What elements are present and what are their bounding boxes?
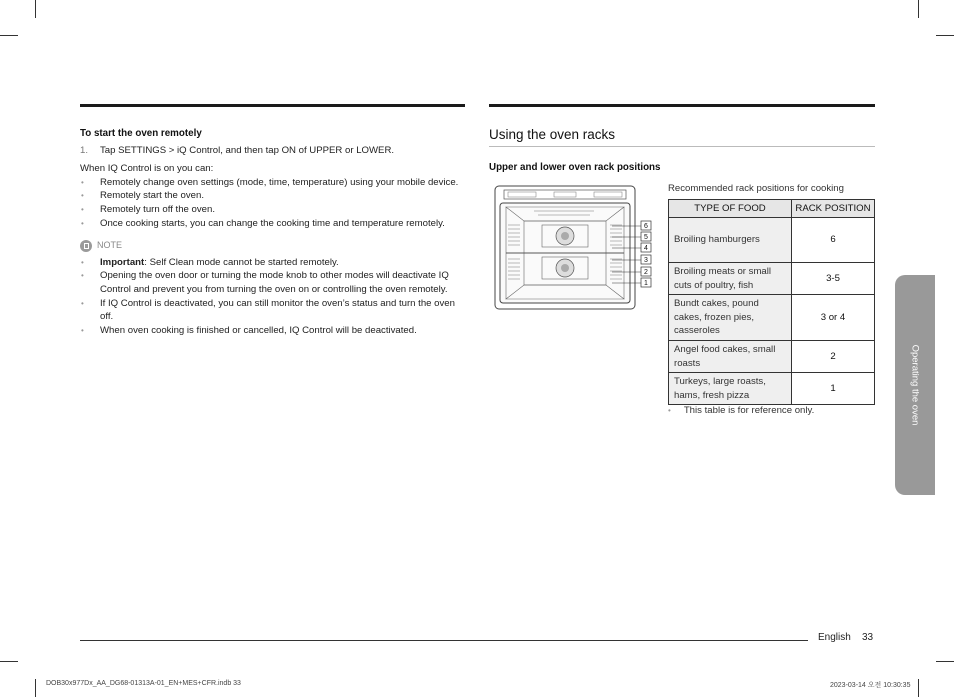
section-title: Using the oven racks [489, 127, 875, 147]
crop-mark [936, 661, 954, 662]
print-info-left: DOB30x977Dx_AA_DG68-01313A-01_EN+MES+CFR.indb 33 [46, 680, 241, 687]
position-cell: 2 [792, 340, 875, 372]
list-item: • Remotely change oven settings (mode, time, temperature) using your mobile device. [81, 176, 459, 188]
note-icon [80, 240, 92, 252]
chapter-side-tab [895, 275, 935, 495]
table-row [669, 340, 875, 372]
list-item: • Remotely turn off the oven. [81, 203, 216, 215]
position-cell: 3-5 [792, 263, 875, 295]
footer-language: English [818, 632, 851, 643]
right-column [489, 127, 875, 173]
rack-label: 2 [644, 269, 648, 276]
note-label: NOTE [97, 240, 123, 251]
left-column [80, 127, 468, 337]
important-text: : Self Clean mode cannot be started remotely. [144, 256, 339, 268]
list-item: • When oven cooking is finished or cancelled, IQ Control will be deactivated. [81, 324, 417, 336]
oven-rack-illustration [494, 185, 659, 310]
crop-mark [35, 679, 36, 697]
position-cell: 3 or 4 [792, 295, 875, 341]
list-item: • If IQ Control is deactivated, you can still monitor the oven’s status and turn the oven off. [81, 297, 455, 323]
bullet-text: Remotely turn off the oven. [100, 203, 216, 215]
crop-mark [35, 0, 36, 18]
step-number: 1. [80, 144, 89, 156]
rack-positions-table [668, 199, 875, 405]
rack-label: 6 [644, 223, 648, 230]
table-note-text: This table is for reference only. [683, 405, 815, 416]
table-row [669, 263, 875, 295]
list-item [80, 144, 468, 158]
print-info-right: 2023-03-14 오전 10:30:35 [830, 682, 911, 689]
list-item: • Once cooking starts, you can change the cooking time and temperature remotely. [81, 217, 445, 229]
rack-label: 5 [644, 234, 648, 241]
table-row [669, 218, 875, 263]
list-item: • Important: Self Clean mode cannot be started remotely. [81, 256, 339, 268]
food-cell: Angel food cakes, small roasts [669, 340, 792, 372]
important-label: Important [100, 256, 145, 268]
bullet-text: When oven cooking is finished or cancelled, IQ Control will be deactivated. [100, 324, 417, 336]
table-header-row [669, 200, 875, 218]
note-header [80, 239, 468, 253]
food-cell: Broiling hamburgers [669, 218, 792, 263]
intro-text: When IQ Control is on you can: [80, 163, 214, 175]
table-row [669, 373, 875, 405]
bullet-text: Opening the oven door or turning the mode knob to other modes will deactivate IQ Control and prevent you from turning the oven on or controlling the oven remotely. [100, 270, 449, 295]
table-row [669, 295, 875, 341]
bullet-text: Remotely change oven settings (mode, time, temperature) using your mobile device. [100, 176, 459, 188]
footer-rule [80, 640, 808, 641]
chapter-side-tab-label: Operating the oven [909, 344, 921, 426]
rack-positions-subheading: Upper and lower oven rack positions [489, 162, 661, 173]
bullet-text: Remotely start the oven. [100, 190, 204, 202]
crop-mark [0, 35, 18, 36]
steps-list [80, 144, 468, 158]
crop-mark [918, 679, 919, 697]
crop-mark [918, 0, 919, 18]
page-number: 33 [862, 632, 874, 643]
right-top-rule [489, 104, 875, 107]
table-header-food: TYPE OF FOOD [669, 200, 792, 218]
crop-mark [936, 35, 954, 36]
bullet-text: Once cooking starts, you can change the cooking time and temperature remotely. [100, 217, 445, 229]
food-cell: Turkeys, large roasts, hams, fresh pizza [669, 373, 792, 405]
rack-label: 4 [644, 245, 648, 252]
table-caption: Recommended rack positions for cooking [668, 183, 844, 194]
food-cell: Broiling meats or small cuts of poultry, fish [669, 263, 792, 295]
table-note: • This table is for reference only. [668, 405, 815, 416]
list-item: • Remotely start the oven. [81, 190, 204, 202]
position-cell: 6 [792, 218, 875, 263]
list-item: • Opening the oven door or turning the mode knob to other modes will deactivate IQ Control and prevent you from turning the oven on or controlling the oven remotely. [81, 270, 449, 295]
capabilities-list [80, 176, 468, 230]
rack-label: 3 [644, 257, 648, 264]
table-header-position: RACK POSITION [792, 200, 875, 218]
step-text: Tap SETTINGS > iQ Control, and then tap ON of UPPER or LOWER. [100, 144, 395, 156]
position-cell: 1 [792, 373, 875, 405]
note-list [80, 256, 468, 338]
rack-label: 1 [644, 280, 648, 287]
bullet-text: If IQ Control is deactivated, you can still monitor the oven’s status and turn the oven off. [100, 297, 455, 323]
food-cell: Bundt cakes, pound cakes, frozen pies, casseroles [669, 295, 792, 341]
crop-mark [0, 661, 18, 662]
left-top-rule [80, 104, 465, 107]
remote-start-heading: To start the oven remotely [80, 128, 202, 139]
